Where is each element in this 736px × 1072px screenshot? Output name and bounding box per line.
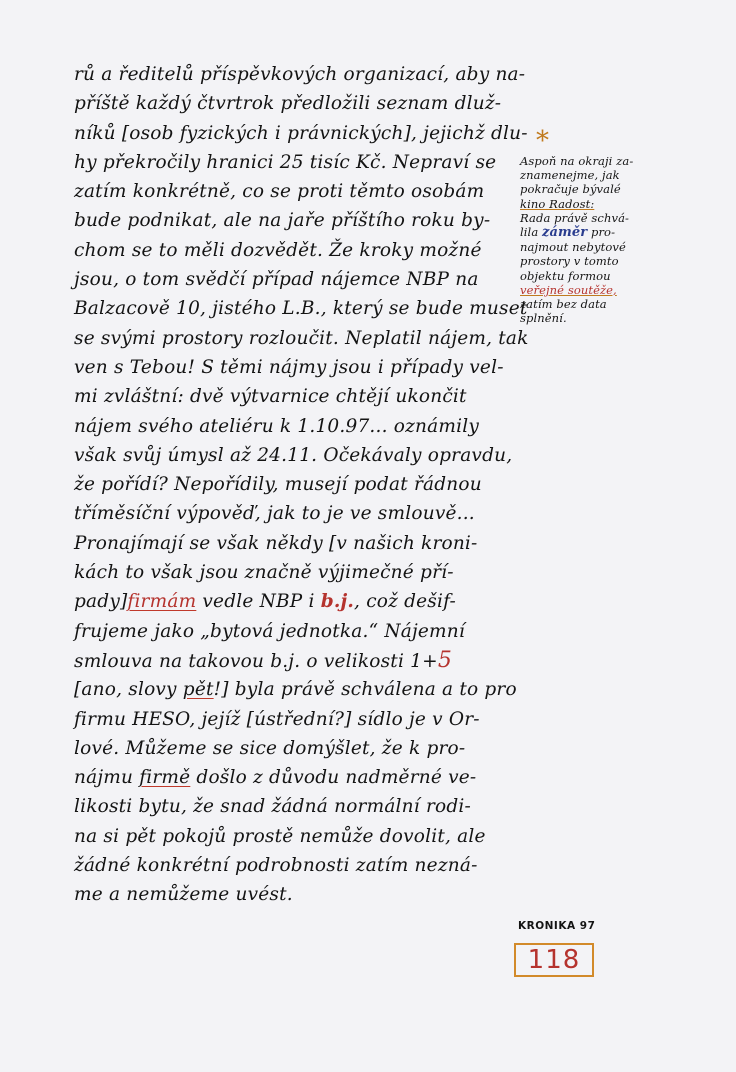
note-line: znamenejme, jak	[520, 168, 620, 183]
highlight-firme: firmě	[139, 767, 191, 789]
note-line	[520, 225, 680, 240]
text-fragment: došlo z důvodu nadměrné ve-	[190, 767, 477, 789]
text-line: lové. Můžeme se sice domýšlet, že k pro-	[74, 737, 466, 759]
highlight-firmam: firmám	[127, 591, 197, 613]
note-line: najmout nebytové	[520, 240, 626, 255]
side-note	[520, 128, 680, 325]
text-line: Balzacově 10, jistého L.B., který se bude muset	[74, 298, 528, 320]
text-line	[74, 675, 517, 704]
text-line: příště každý čtvrtrok předložili seznam dluž-	[74, 93, 502, 115]
text-fragment: pady]	[74, 591, 128, 613]
text-line: chom se to měli dozvědět. Že kroky možné	[74, 239, 482, 261]
text-line: se svými prostory rozloučit. Neplatil nájem, tak	[74, 327, 529, 349]
text-fragment: nájmu	[74, 767, 140, 789]
text-line: bude podnikat, ale na jaře příštího roku by-	[74, 210, 491, 232]
text-line: likosti bytu, že snad žádná normální rodi-	[74, 796, 471, 818]
text-line: níků [osob fyzických i právnických], jejichž dlu-	[74, 122, 528, 144]
main-text-block	[74, 60, 529, 910]
text-line: Pronajímají se však někdy [v našich kroni-	[74, 532, 478, 554]
page-number-box	[514, 943, 594, 977]
text-line: nájem svého ateliéru k 1.10.97... oznámily	[74, 415, 479, 437]
highlight-zamer: záměr	[542, 225, 588, 241]
note-line: pokračuje bývalé	[520, 182, 621, 197]
note-line: Rada právě schvá-	[520, 210, 630, 225]
highlight-five: 5	[437, 647, 453, 673]
note-fragment: lila	[520, 225, 543, 240]
text-line: jsou, o tom svědčí případ nájemce NBP na	[74, 269, 479, 291]
highlight-bj: b.j.	[320, 591, 355, 613]
note-line-kino: kino Radost:	[520, 196, 595, 211]
text-line: ven s Tebou! S těmi nájmy jsou i případy vel-	[74, 356, 504, 378]
note-line: splnění.	[520, 311, 567, 326]
text-fragment: vedle NBP i	[196, 591, 321, 613]
text-fragment: [ano, slovy	[74, 679, 183, 701]
text-fragment-size: 1+	[410, 650, 438, 672]
note-line-soutez: veřejné soutěže,	[520, 282, 617, 297]
text-line	[74, 646, 514, 675]
text-fragment: , což dešif-	[354, 591, 456, 613]
text-line: rů a ředitelů příspěvkových organizací, aby na-	[74, 64, 526, 85]
text-line	[74, 763, 514, 792]
text-line: mi zvláštní: dvě výtvarnice chtějí ukončit	[74, 386, 467, 408]
note-line: Aspoň na okraji za-	[520, 154, 634, 168]
asterisk-icon: *	[536, 126, 549, 156]
text-line: žádné konkrétní podrobnosti zatím nezná-	[74, 855, 478, 877]
text-line	[74, 587, 514, 616]
text-line: na si pět pokojů prostě nemůže dovolit, ale	[74, 825, 486, 847]
text-fragment: !] byla právě schválena a to pro	[213, 679, 517, 701]
text-line: že pořídí? Nepořídily, musejí podat řádnou	[74, 474, 482, 496]
text-fragment: smlouva na takovou b.j. o velikosti	[74, 650, 411, 672]
note-fragment: pro-	[587, 225, 616, 240]
text-line: však svůj úmysl až 24.11. Očekávaly opravdu,	[74, 444, 513, 466]
text-line: kách to však jsou značně výjimečné pří-	[74, 562, 454, 584]
page-number: 118	[527, 945, 581, 975]
text-line: zatím konkrétně, co se proti těmto osobám	[74, 181, 485, 203]
text-line: firmu HESO, jejíž [ústřední?] sídlo je v Or-	[74, 708, 480, 730]
text-line: tříměsíční výpověď, jak to je ve smlouvě...	[74, 503, 475, 525]
text-line: me a nemůžeme uvést.	[74, 884, 293, 906]
note-line: objektu formou	[520, 268, 611, 283]
chronicle-label: KRONIKA 97	[518, 920, 596, 932]
text-line: frujeme jako „bytová jednotka.“ Nájemní	[74, 620, 466, 642]
note-line: prostory v tomto	[520, 254, 619, 269]
text-line: hy překročily hranici 25 tisíc Kč. Nepraví se	[74, 151, 497, 173]
note-line: zatím bez data	[520, 297, 607, 312]
highlight-pet: pět	[182, 679, 214, 701]
